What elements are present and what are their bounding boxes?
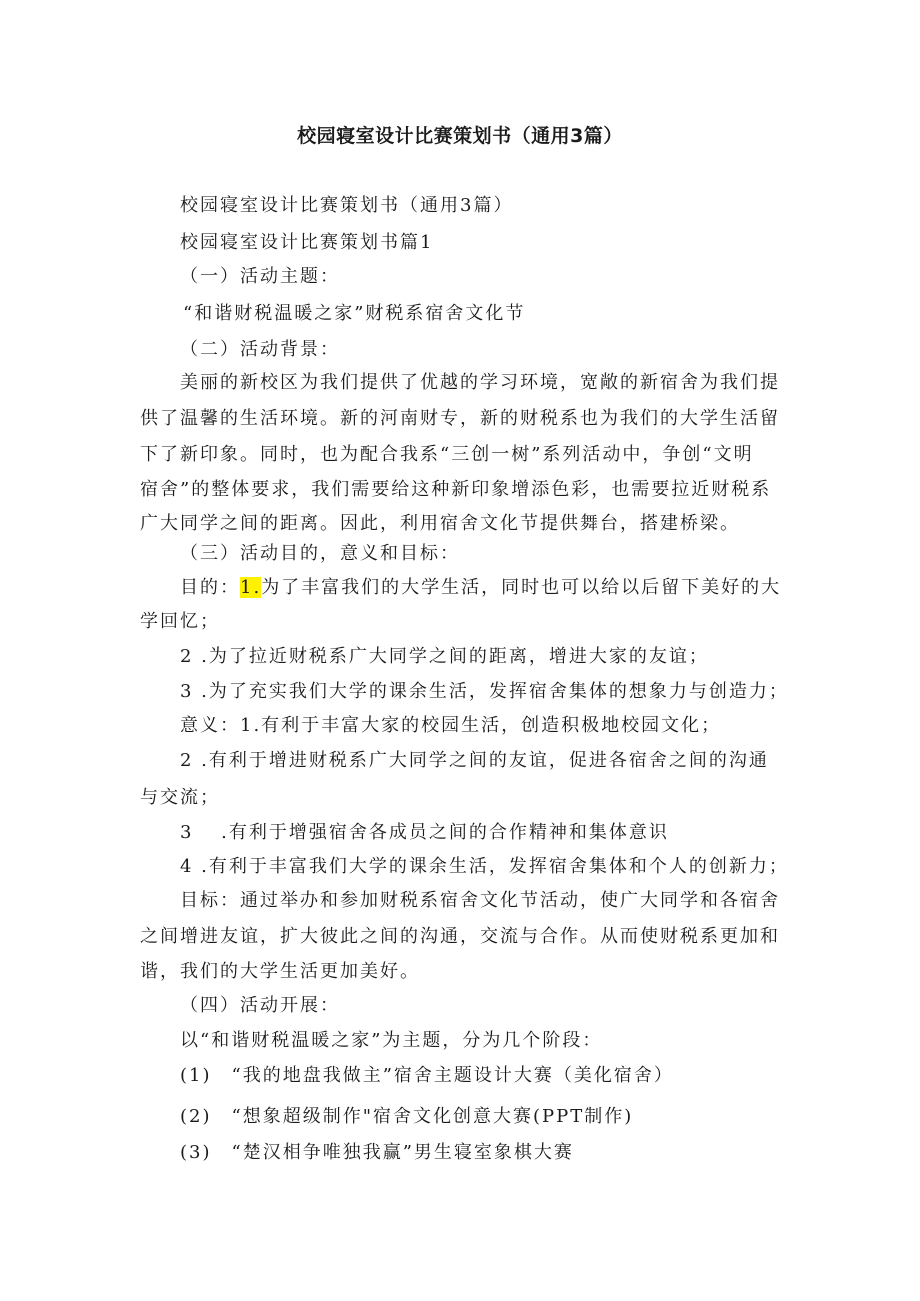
doc-line-1: 校园寝室设计比赛策划书（通用3篇） bbox=[180, 195, 514, 216]
doc-line-28: (3) “楚汉相争唯独我赢”男生寝室象棋大赛 bbox=[180, 1142, 574, 1163]
doc-line-7: 供了温馨的生活环境。新的河南财专，新的财税系也为我们的大学生活留 bbox=[140, 408, 780, 429]
doc-line-24: （四）活动开展： bbox=[180, 995, 340, 1016]
line-prefix: 目的： bbox=[180, 577, 240, 598]
doc-line-10: 广大同学之间的距离。因此，利用宿舍文化节提供舞台，搭建桥梁。 bbox=[140, 513, 740, 534]
doc-line-17: 2 .有利于增进财税系广大同学之间的友谊，促进各宿舍之间的沟通 bbox=[180, 750, 769, 771]
doc-line-22: 之间增进友谊，扩大彼此之间的沟通，交流与合作。从而使财税系更加和 bbox=[140, 926, 780, 947]
doc-line-4: “和谐财税温暖之家”财税系宿舍文化节 bbox=[183, 303, 526, 324]
doc-line-27: (2) “想象超级制作"宿舍文化创意大赛(PPT制作) bbox=[180, 1106, 634, 1127]
doc-line-13: 学回忆； bbox=[140, 611, 220, 632]
doc-line-23: 谐，我们的大学生活更加美好。 bbox=[140, 961, 420, 982]
doc-line-19: 3 .有利于增强宿舍各成员之间的合作精神和集体意识 bbox=[180, 822, 669, 843]
doc-line-8: 下了新印象。同时，也为配合我系“三创一树”系列活动中，争创“文明 bbox=[140, 444, 754, 465]
doc-line-9: 宿舍”的整体要求，我们需要给这种新印象增添色彩，也需要拉近财税系 bbox=[140, 479, 772, 500]
doc-line-2: 校园寝室设计比赛策划书篇1 bbox=[180, 232, 434, 253]
doc-line-21: 目标：通过举办和参加财税系宿舍文化节活动，使广大同学和各宿舍 bbox=[180, 890, 780, 911]
doc-line-5: （二）活动背景： bbox=[180, 339, 340, 360]
highlighted-number: 1. bbox=[240, 577, 262, 598]
doc-line-12 bbox=[180, 573, 781, 599]
doc-line-18: 与交流； bbox=[140, 787, 220, 808]
doc-line-11: （三）活动目的，意义和目标： bbox=[180, 543, 460, 564]
doc-line-16: 意义：1.有利于丰富大家的校园生活，创造积极地校园文化； bbox=[180, 715, 722, 736]
doc-line-6: 美丽的新校区为我们提供了优越的学习环境，宽敞的新宿舍为我们提 bbox=[180, 372, 780, 393]
doc-line-25: 以“和谐财税温暖之家”为主题，分为几个阶段： bbox=[180, 1030, 603, 1051]
doc-line-20: 4 .有利于丰富我们大学的课余生活，发挥宿舍集体和个人的创新力； bbox=[180, 856, 789, 877]
doc-line-15: 3 .为了充实我们大学的课余生活，发挥宿舍集体的想象力与创造力； bbox=[180, 681, 789, 702]
doc-line-3: （一）活动主题： bbox=[180, 266, 340, 287]
doc-line-14: 2 .为了拉近财税系广大同学之间的距离，增进大家的友谊； bbox=[180, 646, 709, 667]
line-text: 为了丰富我们的大学生活，同时也可以给以后留下美好的大 bbox=[261, 577, 782, 598]
document-title: 校园寝室设计比赛策划书（通用3篇） bbox=[297, 125, 623, 147]
doc-line-26: (1) “我的地盘我做主”宿舍主题设计大赛（美化宿舍） bbox=[180, 1065, 674, 1086]
